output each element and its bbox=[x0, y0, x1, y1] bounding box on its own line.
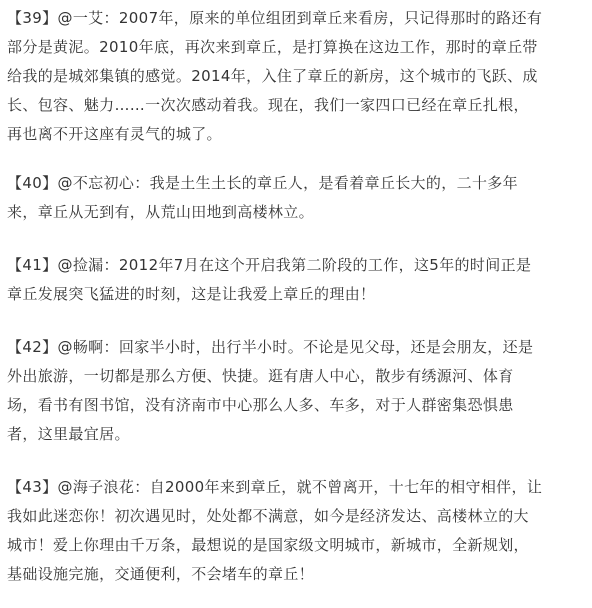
text-line: 章丘发展突飞猛进的时刻，这是让我爱上章丘的理由！ bbox=[7, 285, 376, 303]
text-line: 【42】@畅啊：回家半小时，出行半小时。不论是见父母，还是会朋友，还是 bbox=[7, 338, 534, 356]
text-line: 来，章丘从无到有，从荒山田地到高楼林立。 bbox=[7, 203, 315, 221]
text-line: 我如此迷恋你！初次遇见时，处处都不满意，如今是经济发达、高楼林立的大 bbox=[7, 507, 529, 525]
comment-entry-42 bbox=[7, 333, 586, 449]
text-line: 部分是黄泥。2010年底，再次来到章丘，是打算换在这边工作，那时的章丘带 bbox=[7, 38, 538, 56]
text-line: 【39】@一艾：2007年，原来的单位组团到章丘来看房，只记得那时的路还有 bbox=[7, 9, 543, 27]
text-line: 外出旅游，一切都是那么方便、快捷。逛有唐人中心，散步有绣源河、体育 bbox=[7, 367, 514, 385]
text-line: 【41】@捡漏：2012年7月在这个开启我第二阶段的工作，这5年的时间正是 bbox=[7, 256, 532, 274]
text-line: 长、包容、魅力……一次次感动着我。现在，我们一家四口已经在章丘扎根， bbox=[7, 96, 529, 114]
text-line: 【43】@海子浪花：自2000年来到章丘，就不曾离开，十七年的相守相伴，让 bbox=[7, 478, 543, 496]
text-line: 基础设施完施，交通便利，不会堵车的章丘！ bbox=[7, 565, 315, 583]
comment-entry-43 bbox=[7, 473, 586, 589]
comment-entry-39 bbox=[7, 4, 586, 149]
text-line: 【40】@不忘初心：我是土生土长的章丘人，是看着章丘长大的，二十多年 bbox=[7, 174, 518, 192]
text-line: 场，看书有图书馆，没有济南市中心那么人多、车多，对于人群密集恐惧患 bbox=[7, 396, 514, 414]
text-line: 再也离不开这座有灵气的城了。 bbox=[7, 125, 222, 143]
comment-entry-41 bbox=[7, 251, 586, 309]
comment-entry-40 bbox=[7, 169, 586, 227]
text-line: 者，这里最宜居。 bbox=[7, 425, 130, 443]
text-line: 城市！爱上你理由千万条，最想说的是国家级文明城市，新城市，全新规划， bbox=[7, 536, 529, 554]
text-line: 给我的是城郊集镇的感觉。2014年，入住了章丘的新房，这个城市的飞跃、成 bbox=[7, 67, 538, 85]
